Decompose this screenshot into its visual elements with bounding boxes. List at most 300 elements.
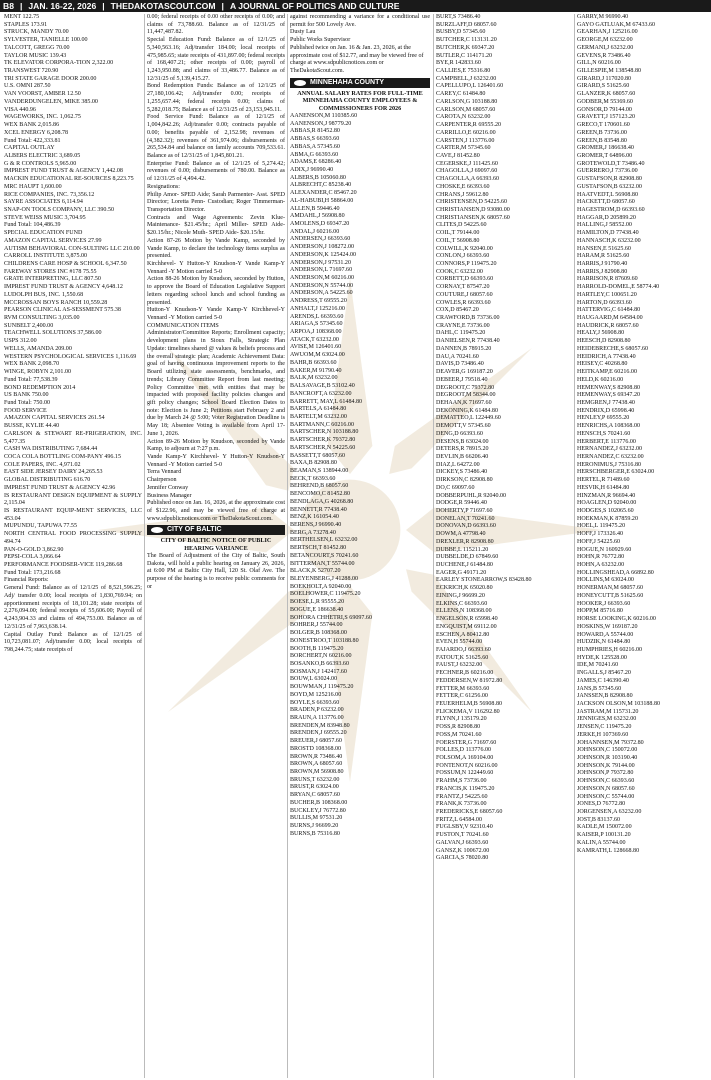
- salary-row: FLICKEMA,V 116292.80: [436, 708, 500, 715]
- salary-row: CAPELLUPO,L 126401.60: [436, 83, 504, 90]
- salary-row: DAVIS,D 73486.40: [436, 361, 484, 368]
- salary-row: BURT,S 73486.40: [436, 14, 481, 20]
- salary-row: CONLON,J 66393.60: [436, 253, 490, 260]
- salary-row: DOBBERPUHL,R 92040.00: [436, 492, 507, 499]
- list-item: AMAZON CAPITAL SERVICES 261.54: [4, 415, 105, 422]
- salary-row: ANDERSON,K 125424.00: [290, 251, 357, 258]
- salary-row: HALLING,J 58552.00: [577, 222, 632, 229]
- salary-row: DEGROOT,C 79372.80: [436, 384, 495, 391]
- list-item: AUTISM BEHAVIORAL CON-SULTING LLC 210.00: [4, 245, 140, 252]
- paragraph: Action 87-26 Motion by Vande Kamp, seconded by Vande Kamp, to declare the technology items surplus as presented.: [147, 237, 287, 260]
- column-rule: [433, 14, 434, 1078]
- salary-row: EAGER,G 49171.20: [436, 569, 487, 576]
- salary-row: HOWARD,A 55744.00: [577, 631, 634, 638]
- salary-row: JOHNSON,K 79144.00: [577, 762, 635, 769]
- salary-list: [290, 113, 430, 839]
- salary-row: ABBAS,A 57345.60: [290, 143, 340, 150]
- salary-row: HOHN,A 63232.00: [577, 562, 625, 569]
- salary-row: DEKONING,K 61484.80: [436, 407, 498, 414]
- column-5: [577, 14, 709, 1078]
- salary-row: ANDERSON,J 97531.20: [290, 259, 351, 266]
- salary-row: ALBERS,B 105060.80: [290, 174, 346, 181]
- salary-row: ANDERSON,L 71697.60: [290, 267, 353, 274]
- list-item: XCEL ENERGY 6,208.78: [4, 129, 69, 136]
- salary-row: DOHERTY,P 71697.60: [436, 508, 493, 514]
- page-header: [0, 0, 711, 12]
- salary-row: JOHNSON,R 103190.40: [577, 755, 638, 761]
- salary-row: COOK,C 63232.00: [436, 268, 483, 275]
- salary-row: EINING,J 96699.20: [436, 592, 485, 599]
- list-item: ALBERS ELECTRIC 3,689.05: [4, 152, 81, 159]
- salary-row: HARRIS,J 91790.40: [577, 261, 628, 267]
- salary-row: CRAWFORD,B 73736.00: [436, 315, 500, 322]
- paragraph: Administrator/Committee Reports; Enrollment capacity; development plans in Sioux Falls, Strategic Plan Update: timelines shared @ values & beliefs process and the overall strategic plan; Academic Achievement Data: goal of having continuous improvement reports to the Board utilizing state assessments, benchmarks, and trends; Library Committee Report from last meeting; Policy Committee met with entities that may be impacted with proposed facility policies changes and gift policy changes; School Board Election Dates to note: Election is June 2; Petitions start February 2 and due by March 24 @ 5:00; Voter Registration Deadline is May 18; Absentee Voting is available from April 17- June 1, 2026.: [147, 330, 287, 437]
- salary-row: BRUNS,T 63232.00: [290, 776, 340, 783]
- salary-row: BALSAVAGE,B 53102.40: [290, 383, 355, 390]
- signature-line: Dusty Lau: [290, 29, 316, 36]
- salary-row: BOESE,L,R 95555.20: [290, 599, 345, 606]
- salary-row: FETTER,M 66393.60: [436, 685, 490, 692]
- salary-row: DICKEY,S 73486.40: [436, 469, 488, 476]
- salary-row: FEUERHELM,B 56908.80: [436, 700, 503, 707]
- list-item: COCA COLA BOTTLING COM-PANY 496.15: [4, 453, 121, 460]
- salary-row: JOHANNSEN,M 79372.80: [577, 739, 644, 746]
- salary-row: CARLSON,G 103188.80: [436, 98, 498, 105]
- salary-row: FUSTON,T 70241.60: [436, 832, 489, 839]
- salary-row: ARENDS,L 66393.60: [290, 313, 344, 320]
- list-item: STAPLES 173.91: [4, 21, 48, 28]
- salary-row: JOHNSON,C 55744.00: [577, 793, 635, 800]
- salary-row: DEMATTEO,L 122449.60: [436, 415, 501, 422]
- salary-row: BOHRER,J 55744.00: [290, 622, 343, 629]
- salary-row: ANDERSON,A 54225.60: [290, 290, 353, 297]
- salary-row: AVISE,M 126401.60: [290, 344, 342, 351]
- salary-row: COLWILL,K 92040.00: [436, 245, 493, 252]
- tagline: A JOURNAL OF POLITICS AND CULTURE: [229, 1, 400, 11]
- salary-row: DANNEN,B 78915.20: [436, 345, 492, 352]
- salary-row: HARRIS,J 82908.80: [577, 268, 628, 275]
- salary-row: KAMRATH,L 128668.80: [577, 847, 640, 854]
- salary-row: BOEKHOLT,A 92040.00: [290, 583, 352, 590]
- salary-row: CHRISTIANSEN,D 93080.00: [436, 206, 510, 213]
- salary-row: BANCROFT,A 63232.00: [290, 390, 352, 397]
- salary-row: DUBBE,L 115211.20: [436, 546, 489, 553]
- paragraph: Action 88-26 Motion by Knudson, seconded by Hutton, to approve the Board of Education Legislative Support letters regarding school lunch and school funding as presented.: [147, 276, 287, 306]
- salary-row: DEHAAN,K 71697.60: [436, 399, 492, 406]
- salary-row: ELLENS,N 108368.00: [436, 608, 492, 615]
- salary-row: ABMA,G 66393.60: [290, 151, 339, 158]
- salary-row: COX,D 85467.20: [436, 307, 479, 314]
- salary-row: BUTCHER,K 69347.20: [436, 44, 495, 51]
- salary-row: ALEXANDER,C 85467.20: [290, 190, 357, 197]
- notice-body: The Board of Adjustment of the City of Baltic, South Dakota, will hold a public hearing on January 26, 2026, at 6:00 PM at Baltic City Hall, 120 St. Olaf Ave. The purpose of the hearing is to receive public comments for or: [147, 552, 287, 590]
- salary-row: BUCKLEY,J 76772.80: [290, 807, 346, 814]
- column-1: [4, 14, 142, 1078]
- salary-row: DIAZ,L 64272.00: [436, 461, 480, 468]
- salary-row: HOFF,J 173326.40: [577, 531, 624, 538]
- salary-row: BECK,T 66393.60: [290, 475, 336, 482]
- salary-row: BOGUE,E 186638.40: [290, 606, 344, 613]
- salary-row: BURNS,J 96699.20: [290, 823, 339, 830]
- list-item: BUSSE, KYLIE 44.40: [4, 423, 60, 430]
- list-item: WEX BANK 2,015.86: [4, 122, 60, 129]
- salary-row: HOFF,J 54225.60: [577, 538, 621, 545]
- salary-row: HELD,K 60216.00: [577, 376, 624, 383]
- salary-row: HENSCH,S 70241.60: [577, 430, 631, 437]
- salary-row: CALLIES,E 75316.80: [436, 68, 491, 75]
- salary-row: DEVLIN,B 66206.40: [436, 453, 489, 460]
- salary-row: HODGES,S 102065.60: [577, 508, 634, 514]
- salary-row: HAATVEDT,L 56908.80: [577, 191, 638, 198]
- salary-row: BLEYENBERG,J 41288.00: [290, 576, 359, 583]
- salary-row: DEMOTT,V 57345.60: [436, 423, 491, 430]
- paragraph: Philip Amor- SPED Aide; Sarah Parmenter- Asst. SPED Director; Loretta Penn- Custodian; Roger Timmerman- Transportation Director.: [147, 191, 287, 213]
- salary-row: HOHN,R 76772.80: [577, 554, 625, 561]
- salary-row: ABBAS,R 81452.80: [290, 128, 340, 135]
- salary-row: BENNETT,R 77438.40: [290, 506, 347, 513]
- list-item: IS RESTAURANT EQUIP-MENT SERVICES, LLC 453.04: [4, 508, 144, 522]
- page-number: B8: [3, 1, 14, 11]
- list-item: STRUCK, MANDY 70.00: [4, 29, 69, 36]
- salary-row: ADIX,J 96990.40: [290, 166, 334, 173]
- paragraph: Food Service Fund: Balance as of 12/1/25 of 1,004,842.26; Adj/transfer 0.00; contracts payable of 0.00; benefits payable of 2,152.98; revenues of (4,382.32); revenues of 361,974.06; disbursements of 265,534.84 and balance on family accounts 709,533.61. Balance as of 12/31/25 of 1,845,801.21.: [147, 114, 287, 159]
- paragraph: Chairperson: [147, 477, 177, 484]
- salary-row: ALBRECHT,C 85238.40: [290, 182, 352, 189]
- salary-row: BURZLAFF,D 68057.60: [436, 21, 497, 28]
- notice-title: CITY OF BALTIC NOTICE OF PUBLIC HEARING VARIANCE: [160, 537, 273, 553]
- list-item: SAYRE ASSOCIATES 6,114.94: [4, 199, 83, 206]
- salary-row: CLITES,D 54225.60: [436, 222, 487, 229]
- salary-row: FOSSUM,N 122449.60: [436, 770, 494, 777]
- list-item: PAN-O-GOLD 3,862.90: [4, 546, 64, 553]
- list-item: MACKIN EDUCATIONAL RE-SOURCES 8,223.75: [4, 176, 134, 183]
- salary-row: ADAMS,E 68286.40: [290, 159, 342, 166]
- salary-row: HOOKER,J 66393.60: [577, 600, 631, 607]
- list-item: IS RESTAURANT DESIGN EQUIPMENT & SUPPLY 2,115.04: [4, 492, 144, 507]
- salary-row: HERNANDEZ,J 63232.00: [577, 446, 643, 453]
- list-item: TRANSWEST 720.90: [4, 68, 59, 75]
- salary-row: BLACK,K 52707.20: [290, 568, 341, 575]
- salary-row: BETANCOURT,S 70241.60: [290, 552, 359, 559]
- salary-row: HERBERT,E 113776.00: [577, 438, 636, 445]
- salary-row: HEIDRICH,A 77438.40: [577, 353, 636, 360]
- salary-row: HENRICHS,A 108368.00: [577, 423, 640, 430]
- salary-row: ANDAL,J 60216.00: [290, 228, 340, 235]
- salary-row: ECKRICH,K 65020.80: [436, 585, 493, 592]
- salary-row: JOST,B 83137.60: [577, 816, 621, 823]
- salary-row: DUCHENE,J 61484.80: [436, 562, 493, 569]
- list-item: WESTERN PSYCHOLOGICAL SERVICES 1,116.69: [4, 353, 137, 360]
- salary-row: JANSSEN,B 82908.80: [577, 693, 633, 700]
- list-item: PERFORMANCE FOODSER-VICE 119,286.68: [4, 562, 123, 569]
- salary-row: HANNASCH,K 63232.00: [577, 237, 641, 244]
- list-item: Financial Reports:: [4, 577, 49, 584]
- salary-row: GROMER,J 186638.40: [577, 145, 634, 152]
- list-item: WINGE, ROBYN 2,101.00: [4, 369, 72, 376]
- list-item: Fund Total: 422,333.81: [4, 137, 61, 144]
- notice-signature: [290, 29, 430, 75]
- salary-row: DAU,A 70241.60: [436, 353, 479, 360]
- column-rule: [144, 14, 145, 1078]
- salary-row: BROWN,M 56908.80: [290, 769, 344, 775]
- salary-row: BUCHER,B 108368.00: [290, 799, 348, 806]
- salary-row: HAGGAR,D 205899.20: [577, 214, 636, 221]
- salary-row: EARLEY STONEARROW,S 83428.80: [436, 577, 532, 584]
- salary-row: DANIELSEN,R 77438.40: [436, 338, 500, 345]
- list-item: Capital Outlay Fund: Balance as of 12/1/25 of 10,723,081.07; Adj/transfer 0.00; local receipts of 798,244.75; state receipts of: [4, 631, 144, 653]
- salary-row: INGALLS,J 85467.20: [577, 670, 631, 677]
- salary-row: AANENSON,M 110385.60: [290, 112, 358, 119]
- salary-row: FOSS,R 82908.80: [436, 724, 481, 731]
- salary-row: BORCHERT,N 60216.00: [290, 653, 352, 660]
- salary-row: CARLSON,M 68057.60: [436, 106, 496, 113]
- salary-row: JENNIGES,M 63232.00: [577, 716, 637, 723]
- salary-row: HERTEL,R 71489.60: [577, 477, 630, 484]
- salary-row: COWLES,R 66393.60: [436, 299, 491, 306]
- salary-row: JOHNSON,C 150072.00: [577, 747, 638, 754]
- salary-row: DESENS,B 63024.00: [436, 438, 489, 445]
- salary-row: HEMENWAY,S 82908.80: [577, 384, 640, 391]
- list-item: TK ELEVATOR CORPORA-TION 2,322.00: [4, 60, 114, 67]
- salary-row: HINZMAN,R 96694.40: [577, 492, 636, 499]
- salary-row: BITTERMAN,T 55744.00: [290, 560, 355, 567]
- salary-row: CAREY,C 61484.80: [436, 91, 486, 98]
- salary-row: BRADEN,P 63232.00: [290, 707, 344, 714]
- salary-row: FUGLSBY,V 92310.40: [436, 824, 493, 831]
- paragraph: Kirchhevel- Y Hutton-Y Knudson-Y Vande Kamp-Y Vennard -Y Motion carried 5-0: [147, 261, 287, 275]
- salary-row: GARCIA,S 78020.80: [436, 855, 489, 862]
- list-item: TAYLOR MUSIC 139.43: [4, 52, 67, 59]
- salary-row: ABBAS,S 66393.60: [290, 136, 340, 143]
- salary-row: BAXA,B 82908.80: [290, 460, 337, 467]
- list-item: U.S. OMNI 287.50: [4, 83, 51, 90]
- list-item: CARLSON & STEWART RE-FRIGERATION, INC. 5,477.35: [4, 430, 144, 445]
- salary-row: BERG,A 73278.40: [290, 529, 336, 536]
- salary-row: CAROTA,N 63232.00: [436, 114, 491, 121]
- salary-row: ANDERSON,M 60216.00: [290, 275, 355, 281]
- list-item: VANDERDUNGELEN, MIKE 385.00: [4, 98, 98, 105]
- salary-row: EVEN,H 55744.00: [436, 639, 483, 646]
- salary-row: HERONIMUS,J 75316.80: [577, 461, 642, 468]
- list-item: WEX BANK 2,098.70: [4, 361, 60, 368]
- salary-row: GROMER,T 64896.00: [577, 152, 633, 159]
- list-item: SPECIAL EDUCATION FUND: [4, 230, 83, 237]
- list-item: STEVE WEISS MUSIC 3,704.95: [4, 214, 86, 221]
- list-item: General Fund: Balance as of 12/1/25 of 8,521,596.25; Adj/ transfer 0.00; local receipts of 1,830,769.94; on apportionment receipts of 18,101.28; state receipts of 2,276,094.00; federal receipts of 55,606.00; Payroll of 4,243,904.33 and claims of 494,753.00. Balance as of 12/31/25 of 7,963,638.14.: [4, 585, 144, 630]
- salary-row: AWUOM,M 63024.00: [290, 352, 345, 359]
- salary-row: BYE,R 142833.60: [436, 60, 481, 67]
- salary-row: BOYLE,S 66393.60: [290, 699, 340, 706]
- salary-row: HARTON,D 66393.60: [577, 299, 632, 306]
- salary-row: DAHL,C 119475.20: [436, 330, 486, 337]
- salary-row: ANDERSON,N 55744.00: [290, 282, 353, 289]
- salary-row: BAKER,M 91790.40: [290, 367, 342, 374]
- salary-row: CHRISTIANSEN,K 68057.60: [436, 214, 510, 221]
- salary-row: ARIAGA,S 57345.60: [290, 321, 343, 328]
- list-item: BOND REDEMPTION 2014: [4, 384, 76, 391]
- salary-row: HERNANDEZ,C 63232.00: [577, 453, 644, 460]
- list-item: FAREWAY STORES INC #178 75.55: [4, 268, 97, 275]
- salary-row: HATTERVIG,C 61484.80: [577, 307, 641, 314]
- list-item: TRI STATE GARAGE DOOR 200.00: [4, 75, 97, 82]
- salary-row: FRANK,K 73736.00: [436, 801, 487, 808]
- salary-row: ELKINS,C 66393.60: [436, 600, 488, 607]
- list-item: AMAZON CAPITAL SERVICES 27.99: [4, 237, 102, 244]
- salary-row: BERTSCH,T 81452.80: [290, 545, 347, 552]
- paragraph: Business Manager: [147, 492, 192, 499]
- salary-row: BURNS,B 75316.80: [290, 830, 340, 837]
- list-item: LUDOLPH BUS, INC. 1,550.68: [4, 291, 84, 298]
- salary-row: FAJARDO,J 66393.60: [436, 646, 491, 653]
- section-banner-minnehaha: MINNEHAHA COUNTY: [290, 78, 430, 88]
- salary-row: KADLE,M 150072.00: [577, 824, 632, 831]
- salary-row: JANS,B 57345.60: [577, 685, 622, 692]
- salary-row: HONEYCUTT,B 51625.60: [577, 592, 644, 599]
- paragraph: Jennifer Conway: [147, 484, 189, 491]
- list-item: CASH WA DISTRIBUTING 7,684.44: [4, 446, 98, 453]
- salary-row: HAUDRICK,R 68057.60: [577, 322, 639, 329]
- salary-row: ANDERSON,J 108272.00: [290, 244, 355, 251]
- salary-row: HOEKMAN,K 87859.20: [577, 515, 638, 522]
- list-item: CAPITAL OUTLAY: [4, 145, 55, 152]
- header-separator: |: [102, 1, 105, 11]
- salary-row: BONESTROO,T 103188.80: [290, 637, 359, 644]
- salary-row: DUBBELDE,D 67849.60: [436, 554, 499, 561]
- salary-row: BRENDEN,J 69555.20: [290, 730, 347, 737]
- salary-row: BULLIS,M 97531.20: [290, 815, 343, 822]
- salary-row: HUMPHRIES,H 60216.00: [577, 646, 643, 653]
- salary-row: HOEL,L 119475.20: [577, 523, 626, 530]
- salary-row: BUTCHER,C 113131.20: [436, 37, 497, 44]
- salary-row: BUTLER,C 114171.20: [436, 52, 493, 59]
- salary-row: GRECO,T 170601.60: [577, 122, 630, 129]
- salary-row: ENGQUIST,M 69112.00: [436, 623, 497, 630]
- list-item: Fund Total: 104,486.39: [4, 222, 61, 229]
- salary-row: HANSEN,E 51625.60: [577, 245, 631, 252]
- salary-row: GARRY,M 96990.40: [577, 14, 629, 20]
- salary-row: GUERRERO,J 73736.00: [577, 168, 638, 175]
- salary-row: GAYO GATLUAK,M 67433.60: [577, 21, 656, 28]
- salary-row: JACKSON OLSON,M 103188.80: [577, 700, 660, 707]
- salary-row: AMOLENS,D 69347.20: [290, 220, 350, 227]
- salary-row: CAMPBELL,J 63232.00: [436, 75, 497, 82]
- school-board-minutes: [147, 14, 285, 523]
- salary-row: GREEN,B 83548.80: [577, 137, 627, 144]
- salary-row: BEAMAN,S 138944.00: [290, 467, 349, 474]
- salary-row: BERTHELSEN,L 63232.00: [290, 537, 358, 544]
- list-item: MUPUNDU, TAPUWA 77.55: [4, 523, 77, 530]
- salary-row: CORNAY,T 87547.20: [436, 284, 490, 291]
- salary-row: AL-HABUBI,H 58864.00: [290, 197, 354, 204]
- salary-row: GRAVETT,J 157123.20: [577, 114, 636, 121]
- salary-row: JOHNSON,N 68057.60: [577, 785, 635, 792]
- salary-row: CHRISTENSEN,D 54225.60: [436, 199, 508, 206]
- salary-row: CEGERSKE,J 111425.60: [436, 160, 498, 167]
- salary-row: ANDRESS,T 69555.20: [290, 298, 347, 305]
- list-item: RICE COMPANIES, INC. 73,356.12: [4, 191, 95, 198]
- salary-row: JERKE,H 107369.60: [577, 731, 629, 738]
- paragraph: Contracts and Wage Agreements: Zevin Klue- Maintenance- $21.45/hr.; April Miller- SPED Aide- $20.15/hr.; Nicole Muth- SPED Aide- $20.15/hr.: [147, 214, 287, 237]
- paragraph: Vande Kamp-Y Kirchhevel- Y Hutton-Y Knudson-Y Vennard -Y Motion carried 5-0: [147, 453, 287, 468]
- salary-row: HEMENWAY,S 69347.20: [577, 392, 640, 399]
- salary-row: DODGE,R 59446.40: [436, 500, 487, 507]
- salary-row: GILL,N 60216.00: [577, 60, 621, 67]
- salary-row: BROWN,A 68057.60: [290, 761, 343, 768]
- paragraph: Hutton-Y Knudson-Y Vande Kamp-Y Kirchhevel-Y Vennard -Y Motion carried 5-0: [147, 307, 287, 322]
- salary-row: CHOSKE,E 66393.60: [436, 183, 490, 190]
- salary-row: BALK,M 63232.00: [290, 375, 338, 382]
- salary-row: FATOUT,K 51625.60: [436, 654, 489, 661]
- salary-row: BENZ,K 161054.40: [290, 514, 339, 521]
- list-item: VAN VOORST, AMBER 12.50: [4, 91, 81, 98]
- salary-row: DO,C 69097.60: [436, 484, 475, 491]
- list-item: IMPREST FUND TRUST & AGENCY 1,442.08: [4, 168, 123, 175]
- salary-row: KAISER,P 100131.20: [577, 832, 631, 839]
- salary-row: BARTELS,A 61484.80: [290, 406, 347, 413]
- salary-row: HYDE,K 125528.00: [577, 654, 627, 661]
- salary-row: ALLEN,B 59446.40: [290, 205, 340, 212]
- salary-row: GIRARD,J 117020.80: [577, 75, 632, 82]
- list-item: US BANK 750.00: [4, 392, 49, 399]
- issue-date: JAN. 16-22, 2026: [28, 1, 97, 11]
- list-item: FOOD SERVICE: [4, 407, 47, 414]
- salary-row: BRUST,R 63024.00: [290, 784, 339, 791]
- salary-row: JORGENSEN,A 63232.00: [577, 809, 642, 816]
- salary-row: FAUST,J 63232.00: [436, 662, 483, 669]
- salary-row: BARTELT,M 63232.00: [290, 413, 347, 420]
- list-item: TALCOTT, GREGG 70.00: [4, 44, 70, 51]
- salary-row: JENSEN,C 119475.20: [577, 724, 632, 731]
- salary-row: BRAUN,A 113776.00: [290, 714, 344, 721]
- salary-row: HARROLD-DOMEL,E 58774.40: [577, 284, 660, 291]
- salary-row: HACKETT,D 68057.60: [577, 199, 635, 206]
- salary-row: HESVIK,H 61484.80: [577, 484, 630, 491]
- salary-row: FONTENOT,N 60216.00: [436, 762, 498, 769]
- salary-row: BOYD,M 125216.00: [290, 691, 342, 698]
- column-4: [436, 14, 572, 1078]
- column-rule: [287, 14, 288, 1078]
- salary-row: DEBEER,J 79518.40: [436, 376, 488, 383]
- list-item: GLOBAL DISTRIBUTING 616.70: [4, 477, 91, 484]
- list-item: G & R CONTROLS 5,965.00: [4, 160, 77, 167]
- list-item: IMPREST FUND TRUST & AGENCY 42.96: [4, 484, 116, 491]
- salary-row: COUTURE,J 68057.60: [436, 291, 493, 298]
- salary-row: BARTSCHER,K 79372.80: [290, 437, 356, 444]
- list-item: Fund Total: 77,538.39: [4, 376, 58, 383]
- salary-row: GIRARD,S 51625.60: [577, 83, 630, 90]
- salary-row: DIRKSON,C 82908.80: [436, 477, 493, 484]
- list-item: SYLVESTER, TANIELLE 100.00: [4, 37, 88, 44]
- salary-row: CARPENTER,R 69555.20: [436, 122, 502, 129]
- salary-row: CARRILLO,E 60216.00: [436, 129, 496, 136]
- salary-row: GREEN,B 73736.00: [577, 129, 627, 136]
- salary-row: HAUGAARD,M 64584.00: [577, 315, 643, 322]
- salary-row: BRENDEN,M 83948.80: [290, 722, 350, 729]
- salary-row: FEDDERSEN,W 81972.80: [436, 677, 503, 684]
- salary-row: BAHR,B 66393.60: [290, 359, 337, 366]
- signature-line: Published twice on Jan. 16 & Jan. 23, 2026, at the approximate cost of $12.77, and may be viewed free of charge at www.sdpublicnotices.com or TheDakotaScout.com.: [290, 44, 426, 75]
- salary-row: ANDERSEN,J 66393.60: [290, 236, 351, 243]
- paragraph: Published once on Jan. 16, 2026, at the approximate cost of $122.96, and may be viewed free of charge at www.sdpublicnotices.com or TheDakotaScout.com.: [147, 500, 287, 522]
- salary-row: HOLLINGSHEAD,A 66892.80: [577, 569, 654, 576]
- salary-row: BOUWMAN,J 119475.20: [290, 684, 354, 691]
- salary-row: GONSOR,D 79144.00: [577, 106, 632, 113]
- salary-row: FOLLES,D 113776.00: [436, 747, 492, 754]
- salary-row: HERSCHBERGER,E 63024.00: [577, 469, 655, 476]
- list-item: Fund Total: 173,216.68: [4, 569, 61, 576]
- salary-row: HAMILTON,D 77438.40: [577, 230, 639, 237]
- salary-row: HUDZIK,N 61484.80: [577, 639, 631, 646]
